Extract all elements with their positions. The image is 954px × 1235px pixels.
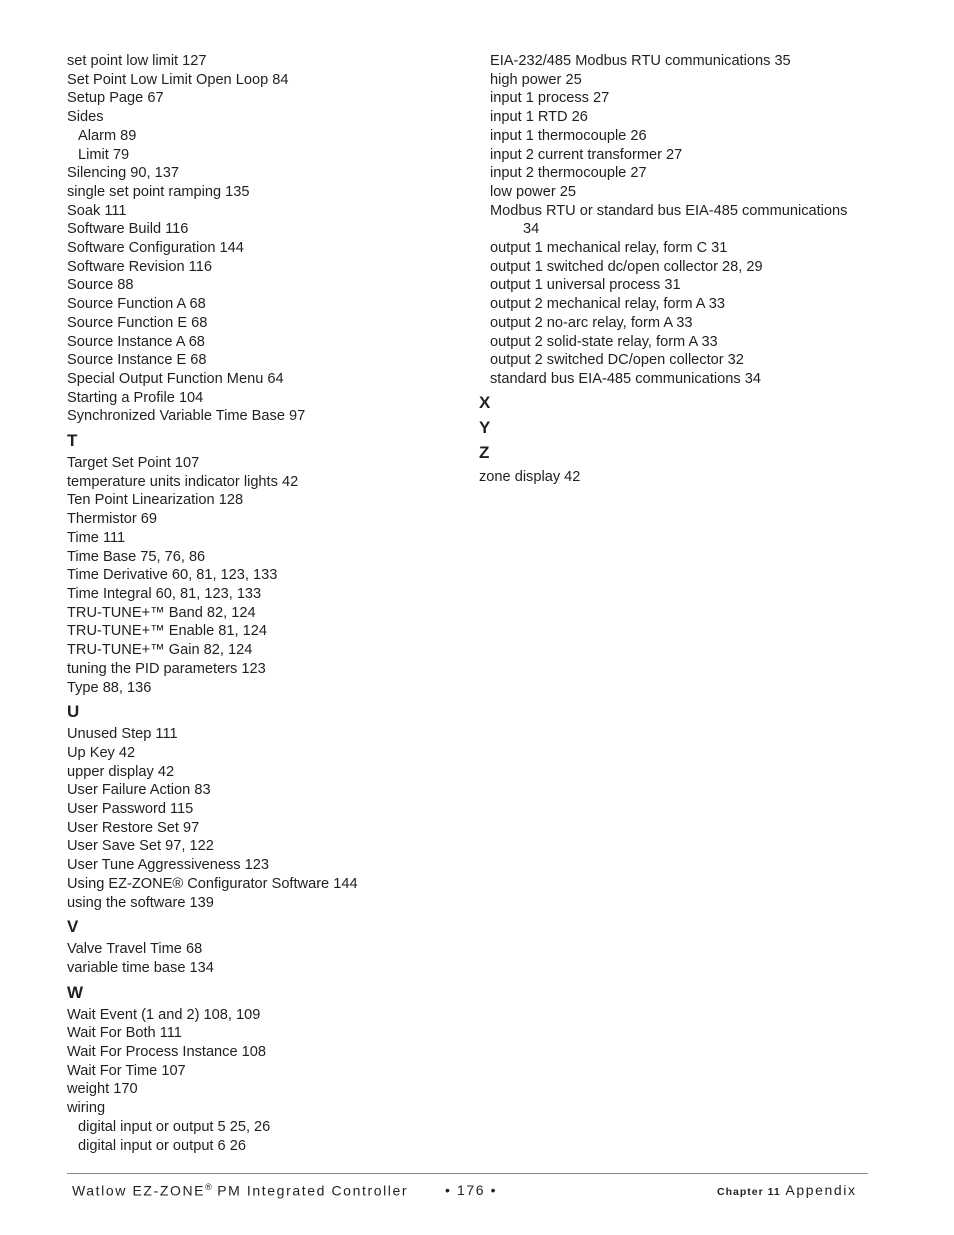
index-entry: Thermistor 69 [67, 511, 158, 528]
index-subentry: input 1 thermocouple 26 [490, 127, 647, 144]
footer-title-suffix: PM Integrated Controller [211, 1182, 409, 1199]
index-entry: Target Set Point 107 [67, 455, 200, 472]
index-entry: Up Key 42 [67, 744, 136, 761]
section-letter-w: W [67, 982, 84, 1002]
index-entry: User Password 115 [67, 801, 194, 818]
index-subentry: Modbus RTU or standard bus EIA-485 communications [490, 202, 848, 219]
index-entry: Time 111 [67, 529, 126, 546]
section-letter-x: X [479, 392, 491, 412]
index-entry: set point low limit 127 [67, 53, 207, 69]
index-subentry: output 1 switched dc/open collector 28, 29 [490, 258, 763, 275]
footer-chapter-label: Chapter 11 [717, 1186, 781, 1198]
index-subentry: output 2 solid-state relay, form A 33 [490, 333, 718, 350]
index-subentry: input 2 thermocouple 27 [490, 165, 647, 182]
index-entry: upper display 42 [67, 763, 175, 780]
footer-divider [67, 1173, 868, 1174]
index-right-column [479, 52, 899, 486]
index-entry: Silencing 90, 137 [67, 165, 179, 182]
index-entry: User Save Set 97, 122 [67, 838, 214, 855]
index-entry: Software Build 116 [67, 221, 189, 238]
index-subentry: output 2 mechanical relay, form A 33 [490, 296, 725, 313]
index-entry: Software Revision 116 [67, 258, 212, 275]
index-entry: Software Configuration 144 [67, 240, 244, 257]
index-subentry: input 1 RTD 26 [490, 109, 588, 126]
footer-page-number: • 176 • [445, 1182, 498, 1198]
index-entry: Wait For Time 107 [67, 1062, 186, 1079]
index-entry: User Tune Aggressiveness 123 [67, 857, 269, 874]
index-entry: Type 88, 136 [67, 679, 152, 696]
index-subentry: standard bus EIA-485 communications 34 [490, 370, 761, 387]
index-entry: zone display 42 [479, 468, 581, 485]
index-entry: Source Function A 68 [67, 296, 206, 313]
index-entry: using the software 139 [67, 894, 214, 911]
index-entry: temperature units indicator lights 42 [67, 473, 299, 490]
index-subentry: high power 25 [490, 71, 582, 88]
registered-mark: ® [205, 1182, 212, 1192]
index-subentry: Limit 79 [78, 146, 130, 163]
section-letter-t: T [67, 431, 78, 451]
footer-chapter-title: Appendix [780, 1182, 857, 1198]
index-entry: Special Output Function Menu 64 [67, 370, 284, 387]
index-entry: wiring [67, 1100, 106, 1117]
index-entry: User Restore Set 97 [67, 819, 200, 836]
index-subentry: output 1 universal process 31 [490, 277, 681, 294]
index-subentry: input 2 current transformer 27 [490, 146, 683, 163]
index-entry: Source Function E 68 [67, 314, 208, 331]
index-entry: Ten Point Linearization 128 [67, 492, 244, 509]
index-entry: Set Point Low Limit Open Loop 84 [67, 71, 289, 88]
section-letter-z: Z [479, 442, 490, 462]
index-entry: User Failure Action 83 [67, 782, 211, 799]
index-entry: Soak 111 [67, 202, 127, 219]
index-entry: Source 88 [67, 277, 134, 294]
index-entry: Time Base 75, 76, 86 [67, 548, 206, 565]
index-subentry: output 2 switched DC/open collector 32 [490, 352, 744, 369]
index-entry: TRU-TUNE+™ Enable 81, 124 [67, 623, 267, 640]
section-letter-y: Y [479, 417, 491, 437]
index-subentry: Alarm 89 [78, 127, 137, 144]
index-entry: TRU-TUNE+™ Band 82, 124 [67, 604, 256, 621]
index-entry: Source Instance A 68 [67, 333, 205, 350]
index-entry: Time Integral 60, 81, 123, 133 [67, 585, 262, 602]
index-entry: Sides [67, 109, 104, 126]
index-subentry: output 2 no-arc relay, form A 33 [490, 314, 693, 331]
index-entry: variable time base 134 [67, 959, 214, 976]
index-entry: Unused Step 111 [67, 726, 178, 743]
index-subentry: EIA-232/485 Modbus RTU communications 35 [490, 53, 791, 69]
index-subentry: output 1 mechanical relay, form C 31 [490, 240, 728, 257]
index-left-column [67, 52, 467, 1155]
index-entry: Wait Event (1 and 2) 108, 109 [67, 1006, 261, 1023]
index-entry: tuning the PID parameters 123 [67, 660, 266, 677]
index-entry: Source Instance E 68 [67, 352, 207, 369]
index-entry: Valve Travel Time 68 [67, 941, 203, 958]
index-entry: Setup Page 67 [67, 90, 164, 107]
index-subentry: input 1 process 27 [490, 90, 610, 107]
wiring-subentries [479, 52, 899, 389]
index-entry: Time Derivative 60, 81, 123, 133 [67, 567, 278, 584]
index-entry: Synchronized Variable Time Base 97 [67, 408, 306, 425]
section-letter-u: U [67, 702, 80, 722]
index-entry: Starting a Profile 104 [67, 389, 204, 406]
footer-title-prefix: Watlow EZ-ZONE [72, 1182, 206, 1199]
index-subentry: digital input or output 6 26 [78, 1137, 246, 1154]
index-entry: weight 170 [67, 1081, 138, 1098]
section-letter-v: V [67, 917, 79, 937]
index-subentry: digital input or output 5 25, 26 [78, 1118, 271, 1135]
index-subentry: low power 25 [490, 183, 576, 200]
index-entry: Using EZ-ZONE® Configurator Software 144 [67, 875, 358, 892]
footer-product-title [72, 1182, 408, 1199]
index-entry: single set point ramping 135 [67, 183, 250, 200]
index-entry: TRU-TUNE+™ Gain 82, 124 [67, 642, 253, 659]
index-entry: Wait For Both 111 [67, 1025, 182, 1042]
index-entry: Wait For Process Instance 108 [67, 1044, 266, 1061]
footer-chapter [717, 1182, 857, 1198]
index-page-continuation: 34 [523, 221, 540, 238]
